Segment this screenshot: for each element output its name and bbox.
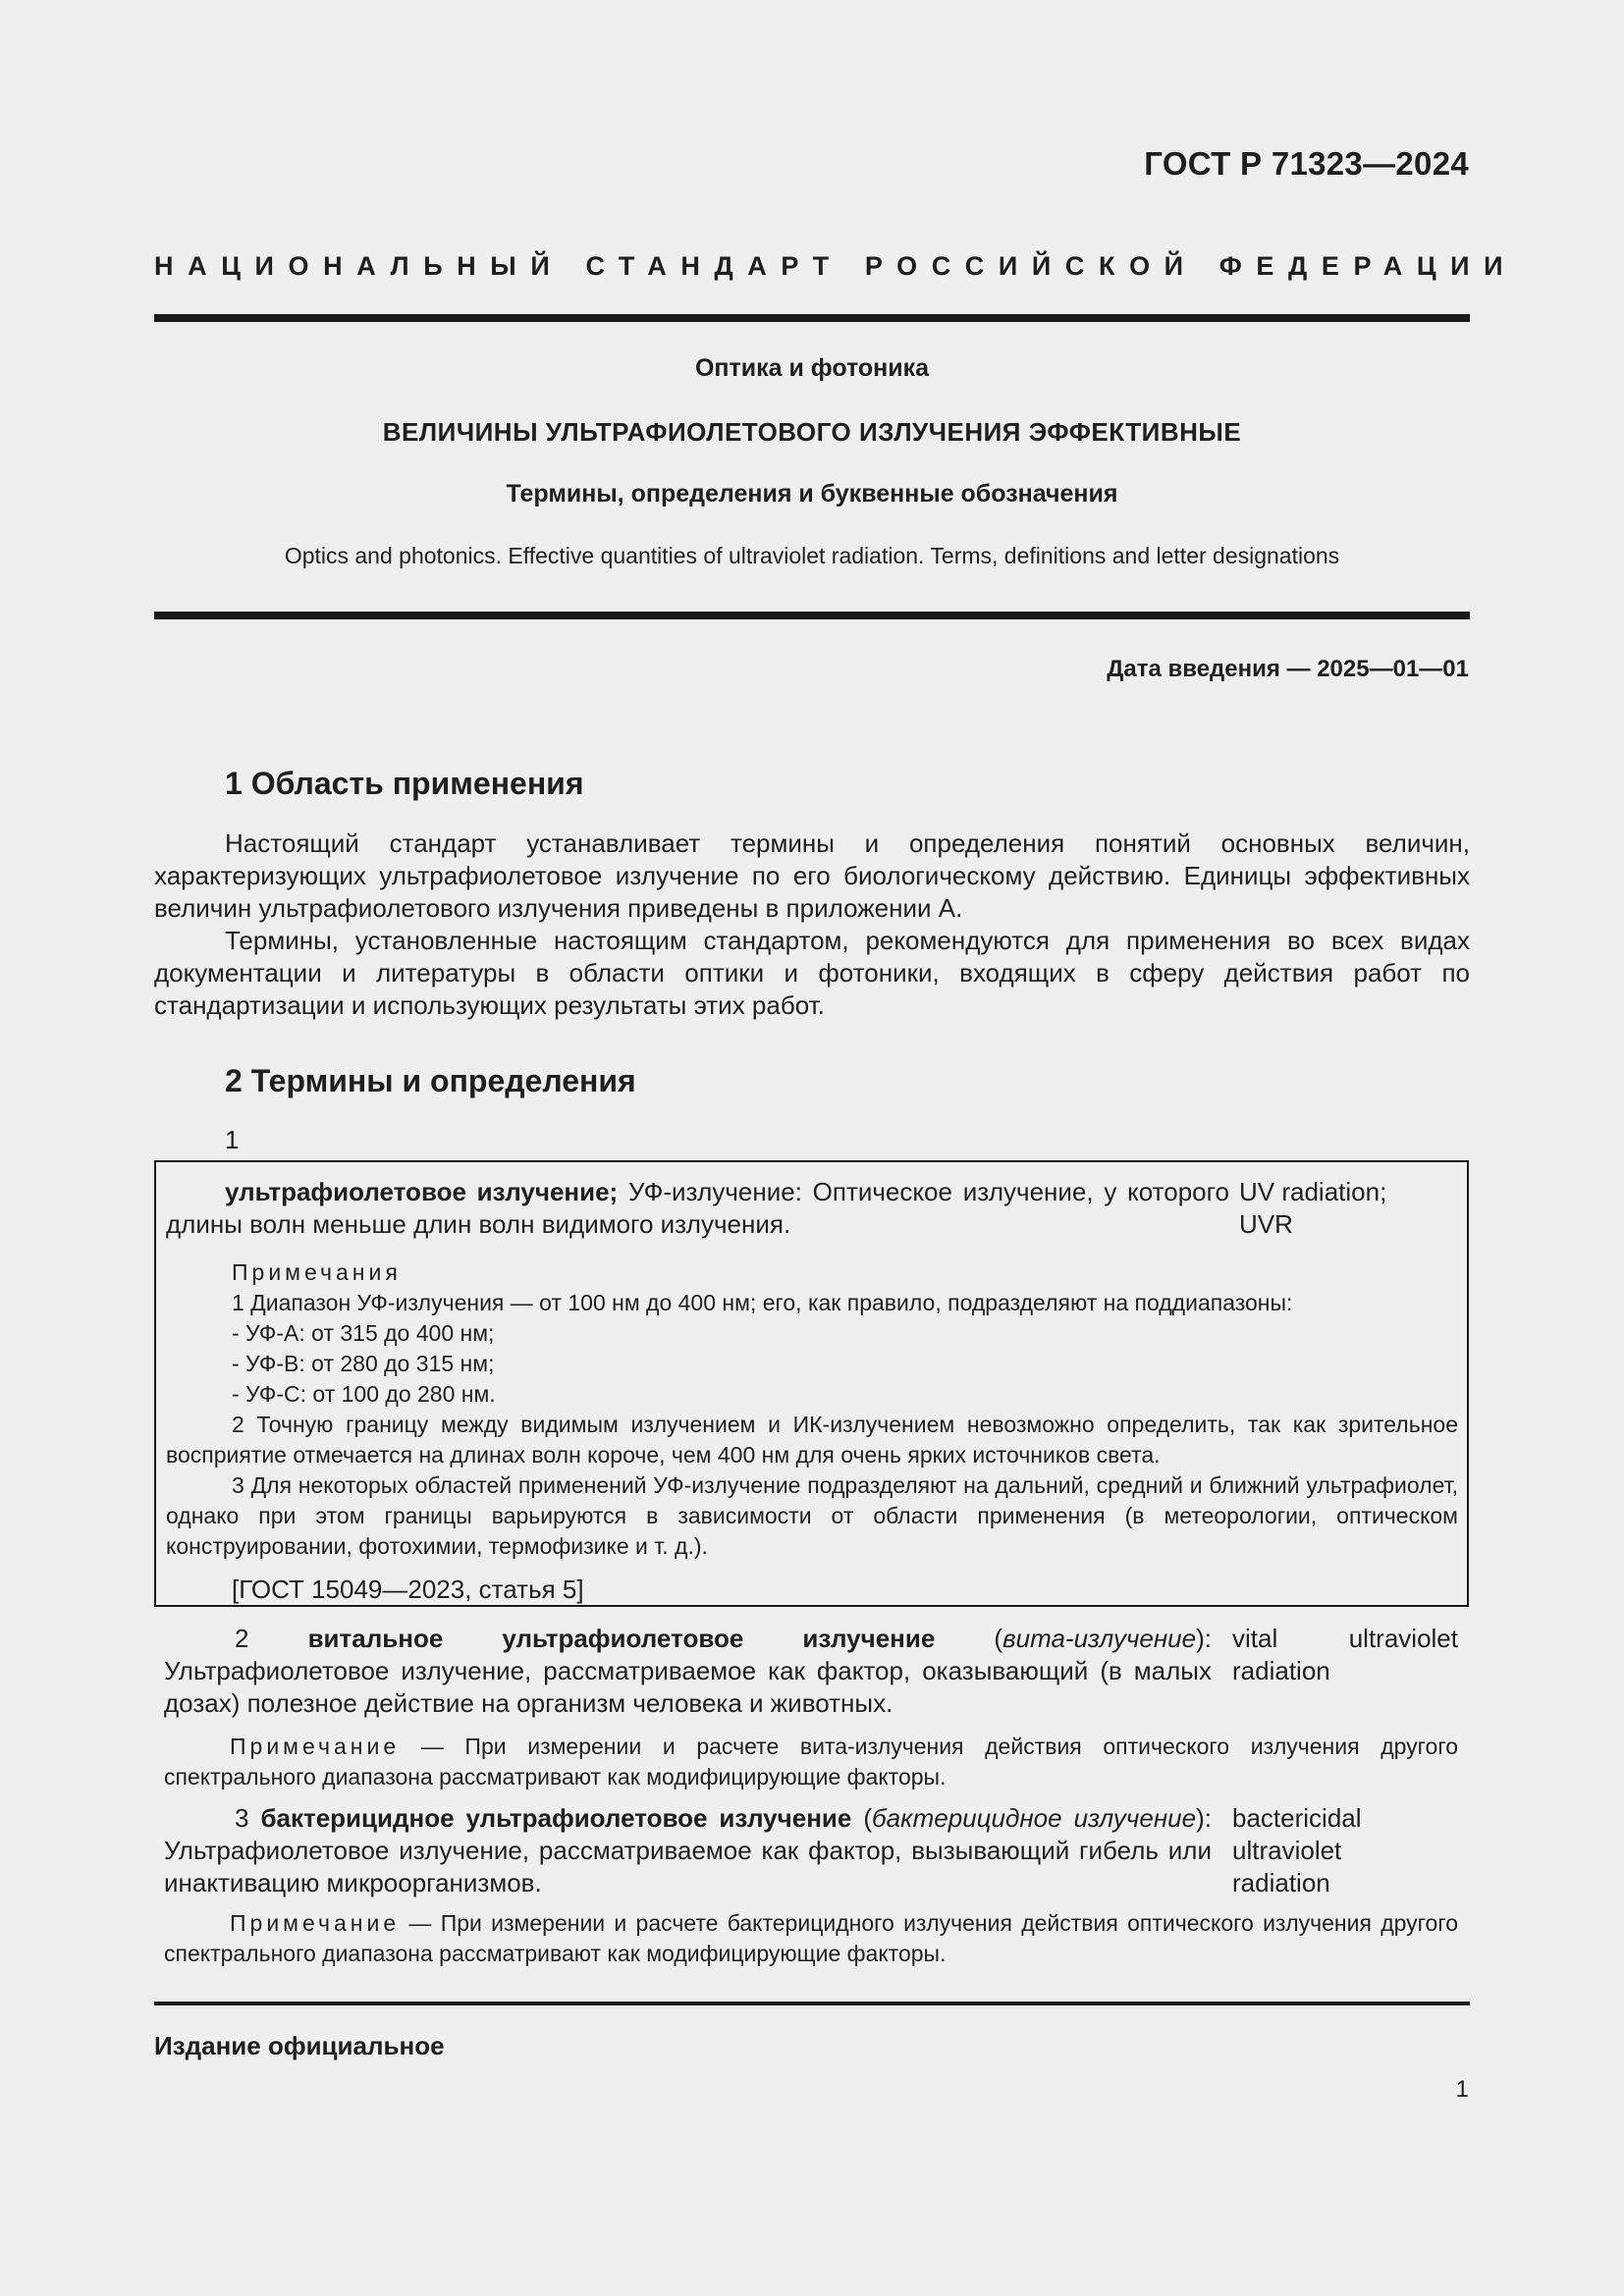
english-title: Optics and photonics. Effective quantities of ultraviolet radiation. Terms, definitions and letter designations: [284, 543, 1340, 568]
page-number: 1: [1455, 2076, 1469, 2103]
footer-rule: [154, 2002, 1470, 2005]
document-code: ГОСТ Р 71323—2024: [1144, 145, 1469, 182]
subtitle: Термины, определения и буквенные обозначения: [506, 480, 1118, 507]
section-1-paragraph-2: Термины, установленные настоящим стандартом, рекомендуются для применения во всех видах документации и литературы в области оптики и фотоники, входящих в сферу действия работ по стандартизации и использующих результаты этих работ.: [154, 926, 1470, 1020]
term-3-term: бактерицидное ультрафиолетовое излучение: [260, 1803, 852, 1833]
top-rule: [154, 314, 1470, 322]
term-1-note-2: 2 Точную границу между видимым излучением и ИК-излучением невозможно определить, так как зрительное восприятие отмечается на длинах волн короче, чем 400 нм для очень ярких источников света.: [166, 1412, 1458, 1468]
term-3-english-word-1: bactericidal: [1232, 1803, 1362, 1833]
term-1-term: ультрафиолетовое излучение;: [225, 1177, 619, 1206]
term-1-english: [1239, 1176, 1386, 1241]
term-3-english-word-2: ultraviolet: [1232, 1836, 1342, 1865]
term-1-english-line-1: UV radiation;: [1239, 1177, 1387, 1206]
term-2-definition-text: : Ультрафиолетовое излучение, рассматриваемое как фактор, оказывающий (в малых дозах) полезное действие на организм человека и животных.: [164, 1624, 1212, 1718]
term-2-note-label: Примечание: [230, 1734, 401, 1759]
term-1-note-3: 3 Для некоторых областей применений УФ-излучение подразделяют на дальний, средний и ближний ультрафиолет, однако при этом границы варьируются в зависимости от области применения (в метеорологии, оптическом конструировании, фотохимии, термофизике и т. д.).: [166, 1472, 1458, 1559]
term-1-range-c: - УФ-С: от 100 до 280 нм.: [232, 1381, 496, 1407]
section-2-heading: 2 Термины и определения: [225, 1063, 636, 1098]
term-3-definition: 3 бактерицидное ультрафиолетовое излучение (бактерицидное излучение): Ультрафиолетовое излучение, рассматриваемое как фактор, вызывающий гибель или инактивацию микроорганизмов.: [164, 1803, 1212, 1897]
term-1-number: 1: [225, 1125, 240, 1154]
term-1-range-a: - УФ-А: от 315 до 400 нм;: [232, 1320, 495, 1346]
term-1-definition-text: УФ-излучение: Оптическое излучение, у которого длины волн меньше длин волн видимого излучения.: [166, 1177, 1229, 1239]
term-3-synonym: бактерицидное излучение: [871, 1803, 1197, 1833]
section-1-paragraph-1: Настоящий стандарт устанавливает термины и определения понятий основных величин, характеризующих ультрафиолетовое излучение по его биологическому действию. Единицы эффективных величин ультрафиолетового излучения приведены в приложении А.: [154, 828, 1470, 923]
title-bottom-rule: [154, 612, 1470, 619]
term-2-term: витальное ультрафиолетовое излучение: [307, 1624, 936, 1653]
term-1-definition: [156, 1176, 1229, 1241]
term-1-notes: [166, 1257, 1458, 1562]
term-3-definition-text: : Ультрафиолетовое излучение, рассматриваемое как фактор, вызывающий гибель или инактивацию микроорганизмов.: [164, 1803, 1212, 1897]
term-1-note-1: 1 Диапазон УФ-излучения — от 100 нм до 400 нм; его, как правило, подразделяют на поддиапазоны:: [232, 1290, 1293, 1315]
term-3-english-word-3: radiation: [1232, 1868, 1330, 1897]
term-2-note: [164, 1732, 1458, 1792]
term-1-range-b: - УФ-В: от 280 до 315 нм;: [232, 1351, 495, 1376]
term-2-definition: 2 витальное ультрафиолетовое излучение (вита-излучение): Ультрафиолетовое излучение, рассматриваемое как фактор, оказывающий (в малых дозах) полезное действие на организм человека и животных.: [164, 1624, 1212, 1718]
main-title: ВЕЛИЧИНЫ УЛЬТРАФИОЛЕТОВОГО ИЗЛУЧЕНИЯ ЭФФЕКТИВНЫЕ: [382, 417, 1242, 447]
term-2-synonym: вита-излучение: [1002, 1624, 1197, 1653]
term-2-english: [1232, 1623, 1458, 1687]
introduction-date: Дата введения — 2025—01—01: [1107, 656, 1469, 682]
term-1-english-line-2: UVR: [1239, 1209, 1293, 1239]
section-1-heading: 1 Область применения: [225, 766, 584, 801]
term-2-note-text: — При измерении и расчете вита-излучения действия оптического излучения другого спектрального диапазона рассматривают как модифицирующие факторы.: [164, 1734, 1458, 1789]
official-edition-label: Издание официальное: [154, 2031, 445, 2060]
term-3-number: 3: [235, 1803, 249, 1833]
term-2-english-word-3: radiation: [1232, 1656, 1330, 1685]
term-2-english-word-1: vital: [1232, 1624, 1278, 1653]
term-3-english: [1232, 1802, 1362, 1899]
term-3-note: [164, 1908, 1458, 1969]
term-3-note-text: — При измерении и расчете бактерицидного излучения действия оптического излучения другого спектрального диапазона рассматривают как модифицирующие факторы.: [164, 1910, 1458, 1966]
term-3-note-label: Примечание: [230, 1910, 401, 1936]
section-1-body: [154, 828, 1470, 1022]
term-1-notes-label: Примечания: [232, 1259, 402, 1285]
term-2-english-word-2: ultraviolet: [1348, 1624, 1458, 1653]
category-title: Оптика и фотоника: [694, 354, 930, 382]
term-1-box: [154, 1160, 1469, 1607]
term-1-source: [ГОСТ 15049—2023, статья 5]: [232, 1575, 584, 1604]
term-2-number: 2: [235, 1624, 249, 1653]
national-standard-heading: НАЦИОНАЛЬНЫЙ СТАНДАРТ РОССИЙСКОЙ ФЕДЕРАЦИИ: [154, 251, 1518, 281]
